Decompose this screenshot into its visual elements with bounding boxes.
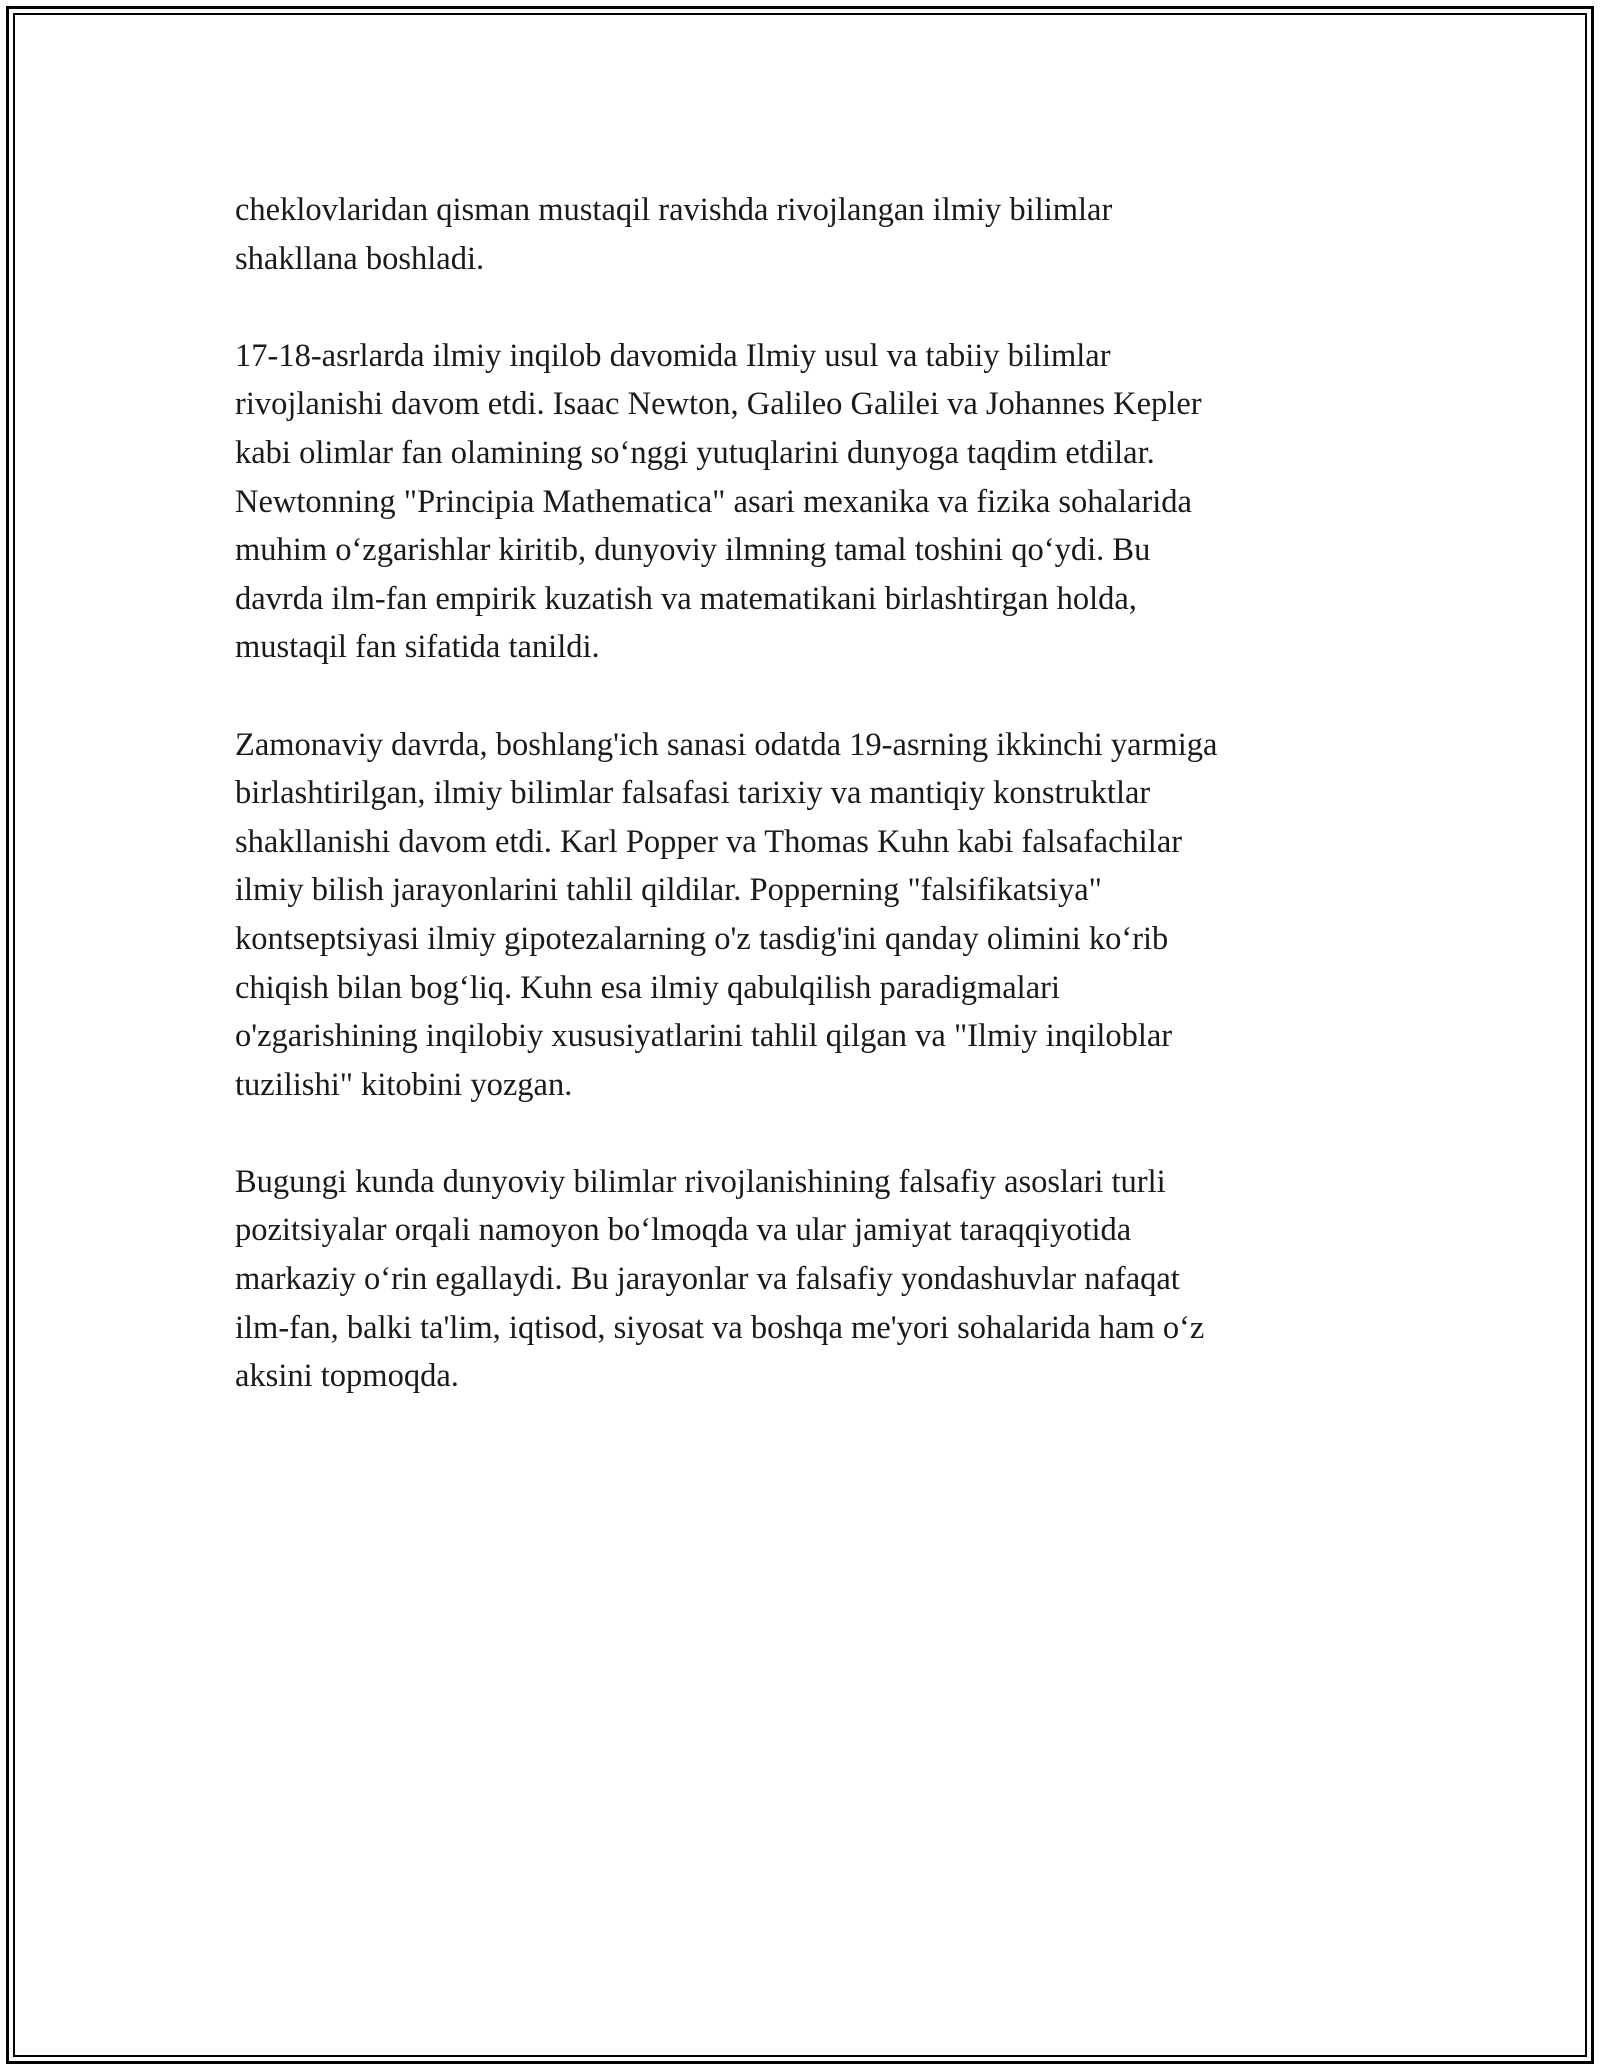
text-line: kontseptsiyasi ilmiy gipotezalarning o'z tasdig'ini qanday olimini ko‘rib [235, 920, 1169, 957]
text-line: Newtonning "Principia Mathematica" asari mexanika va fizika sohalarida [235, 483, 1192, 520]
paragraph [235, 1158, 1375, 1401]
text-line: ilm-fan, balki ta'lim, iqtisod, siyosat va boshqa me'yori sohalarida ham o‘z [235, 1309, 1205, 1346]
text-line: aksini topmoqda. [235, 1358, 459, 1395]
text-line: ilmiy bilish jarayonlarini tahlil qildilar. Popperning "falsifikatsiya" [235, 872, 1102, 909]
text-line: kabi olimlar fan olamining so‘nggi yutuqlarini dunyoga taqdim etdilar. [235, 434, 1155, 471]
text-line: shakllanishi davom etdi. Karl Popper va Thomas Kuhn kabi falsafachilar [235, 823, 1183, 860]
text-line: Bugungi kunda dunyoviy bilimlar rivojlanishining falsafiy asoslari turli [235, 1163, 1166, 1200]
text-line: cheklovlaridan qisman mustaqil ravishda rivojlangan ilmiy bilimlar [235, 192, 1113, 228]
text-line: 17-18-asrlarda ilmiy inqilob davomida Ilmiy usul va tabiiy bilimlar [235, 337, 1111, 374]
text-line: muhim o‘zgarishlar kiritib, dunyoviy ilmning tamal toshini qo‘ydi. Bu [235, 532, 1151, 569]
text-line: davrda ilm-fan empirik kuzatish va matematikani birlashtirgan holda, [235, 580, 1137, 617]
paragraph [235, 186, 1375, 283]
text-line: o'zgarishining inqilobiy xususiyatlarini tahlil qilgan va "Ilmiy inqiloblar [235, 1018, 1173, 1055]
document-body [235, 186, 1375, 1449]
text-line: birlashtirilgan, ilmiy bilimlar falsafasi tarixiy va mantiqiy konstruktlar [235, 775, 1151, 812]
text-line: rivojlanishi davom etdi. Isaac Newton, Galileo Galilei va Johannes Kepler [235, 386, 1202, 423]
text-line: Zamonaviy davrda, boshlang'ich sanasi odatda 19-asrning ikkinchi yarmiga [235, 726, 1218, 763]
text-line: pozitsiyalar orqali namoyon bo‘lmoqda va ular jamiyat taraqqiyotida [235, 1212, 1132, 1249]
paragraph [235, 721, 1375, 1110]
text-line: tuzilishi" kitobini yozgan. [235, 1066, 573, 1103]
text-line: chiqish bilan bog‘liq. Kuhn esa ilmiy qabulqilish paradigmalari [235, 969, 1060, 1006]
paragraph [235, 332, 1375, 672]
text-line: shakllana boshladi. [235, 240, 485, 277]
text-line: markaziy o‘rin egallaydi. Bu jarayonlar va falsafiy yondashuvlar nafaqat [235, 1261, 1180, 1298]
text-line: mustaqil fan sifatida tanildi. [235, 629, 600, 666]
